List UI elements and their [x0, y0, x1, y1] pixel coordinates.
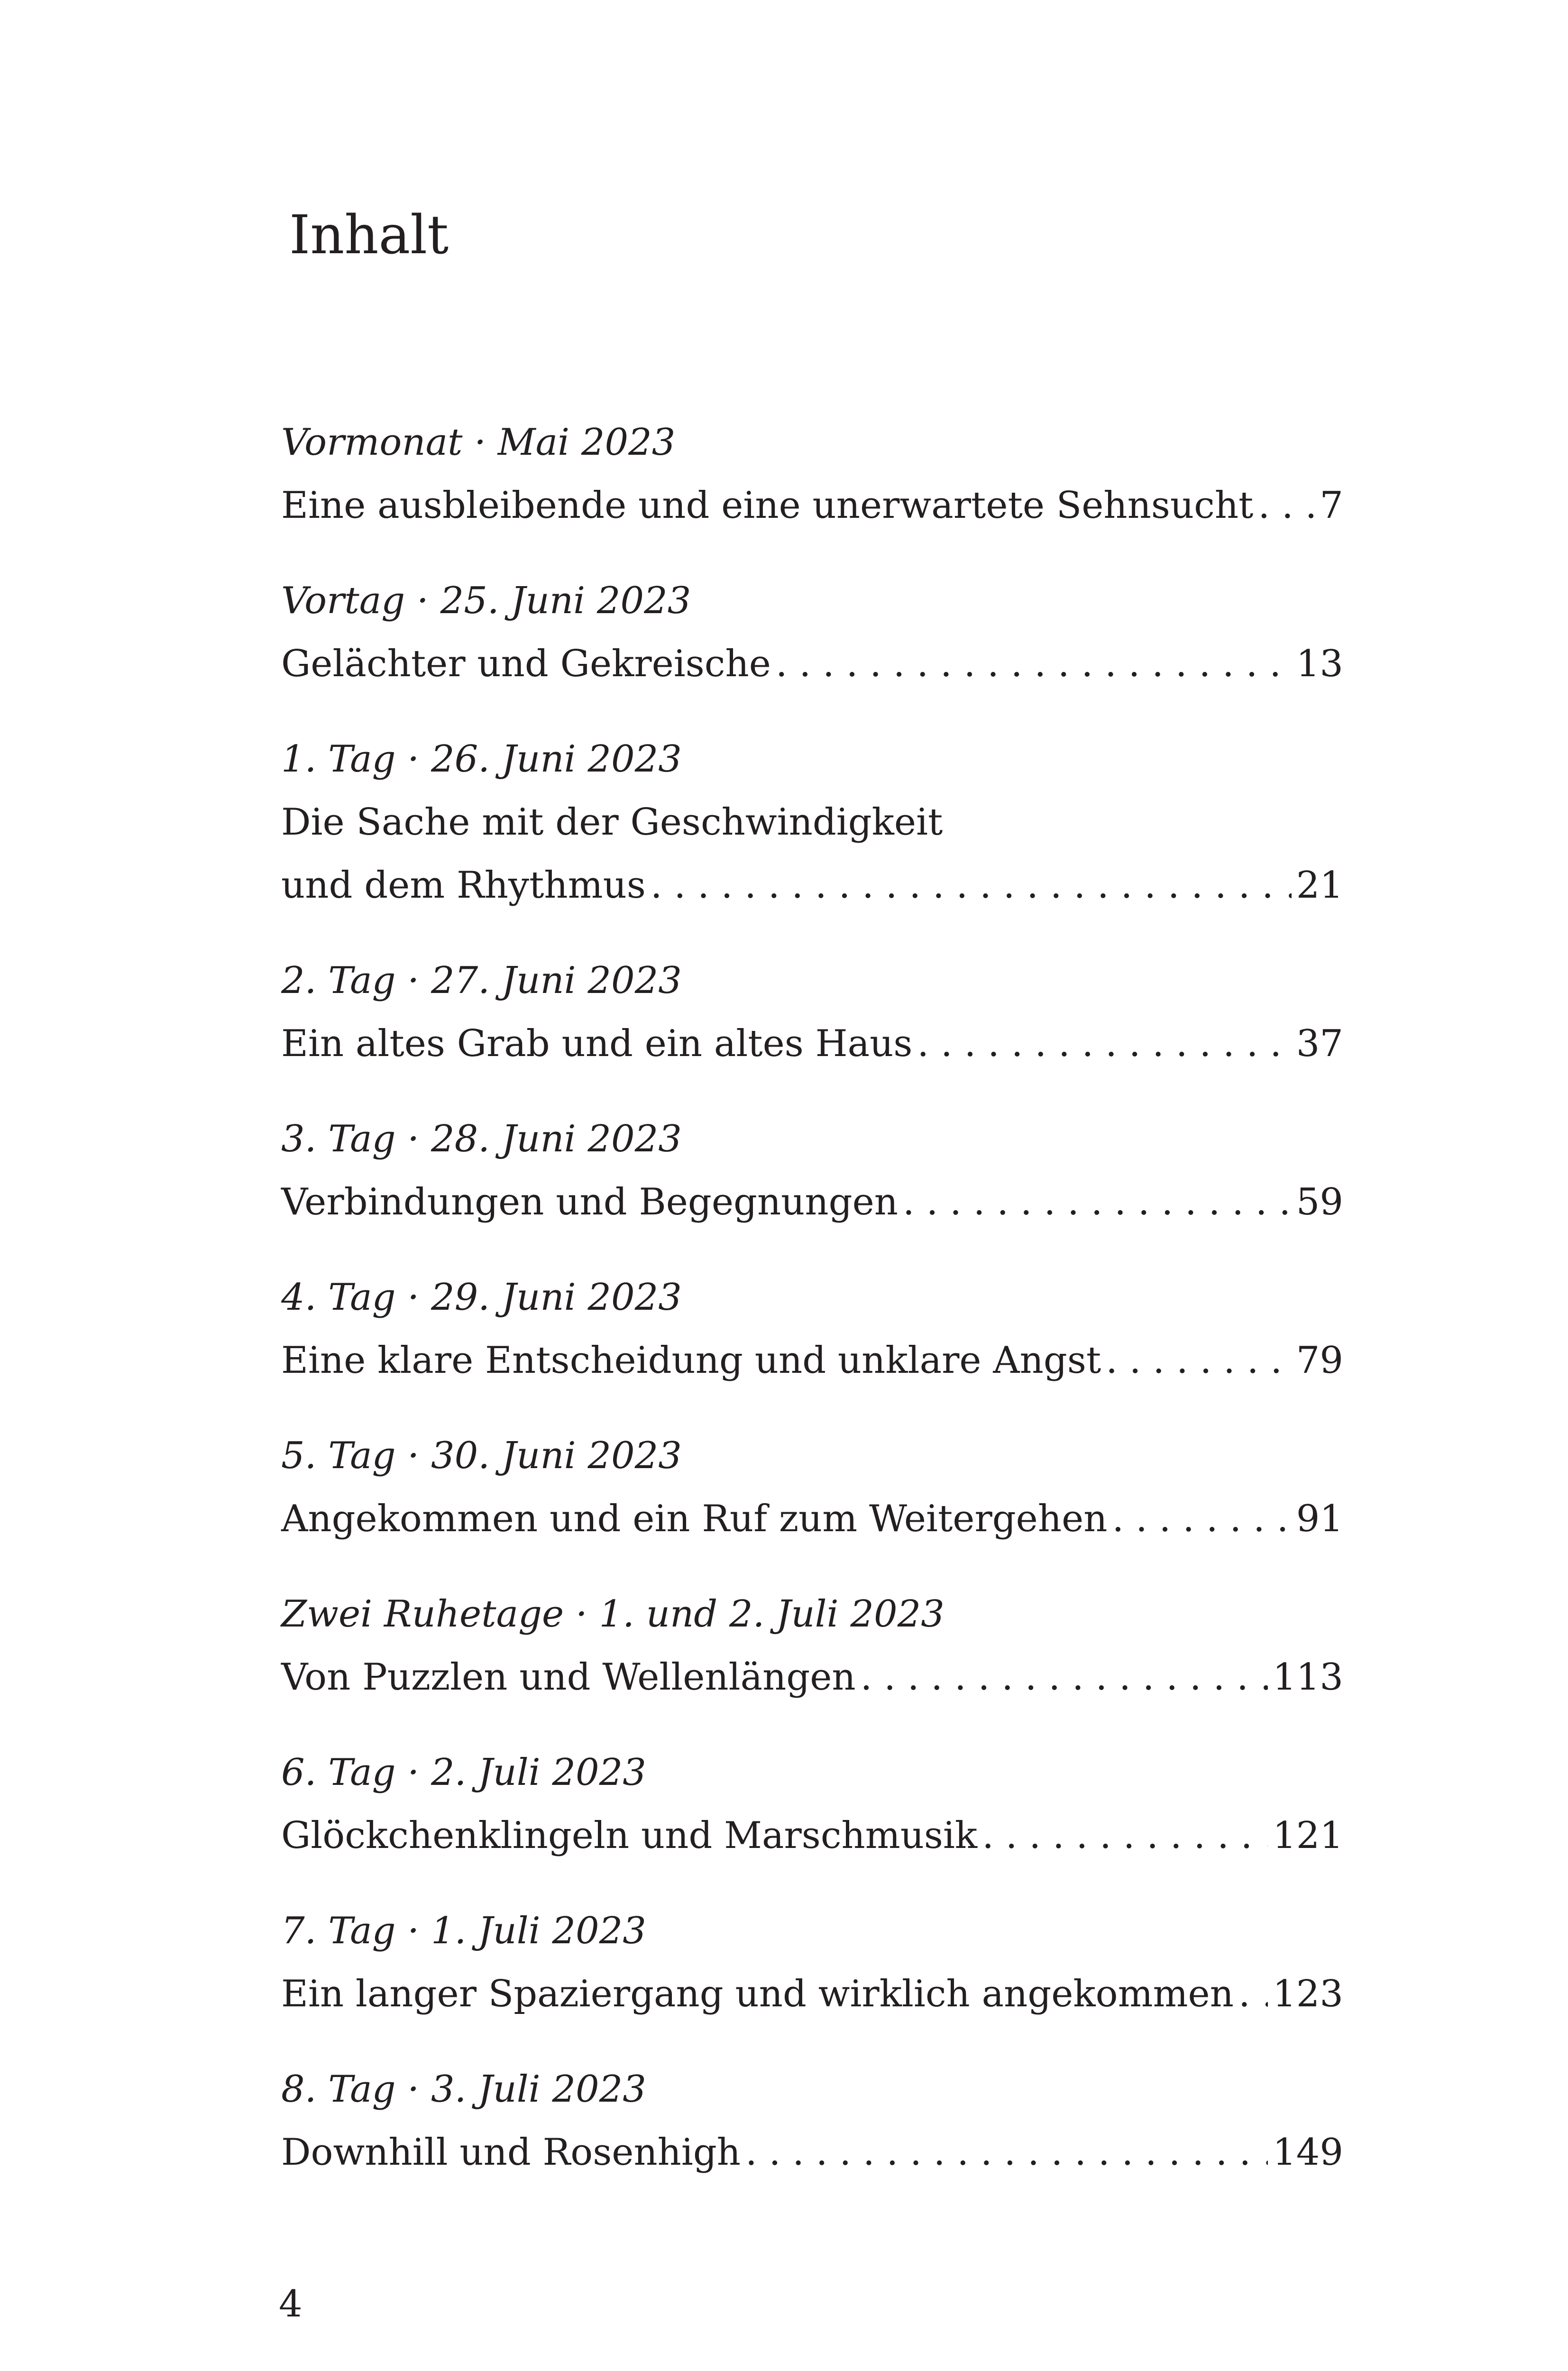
dot-leader [1106, 1329, 1292, 1392]
toc-entry-page-number: 13 [1296, 643, 1343, 685]
toc-entry[interactable] [281, 2058, 1343, 2184]
toc-entry-page-number: 121 [1273, 1814, 1343, 1857]
toc-entry[interactable] [281, 411, 1343, 537]
dot-leader [1112, 1488, 1291, 1551]
toc-entry-line [281, 1171, 1343, 1234]
toc-entry-line [281, 1646, 1343, 1709]
toc-entry-title: und dem Rhythmus [281, 864, 646, 907]
toc-entry-page-number: 113 [1273, 1656, 1343, 1699]
toc-entry-line [281, 1488, 1343, 1551]
toc-entry[interactable] [281, 1108, 1343, 1234]
toc-entry-line [281, 1329, 1343, 1392]
toc-entry-date: 7. Tag · 1. Juli 2023 [281, 1910, 646, 1952]
toc-entry-date: 3. Tag · 28. Juni 2023 [281, 1118, 682, 1160]
toc-entry-date: 1. Tag · 26. Juni 2023 [281, 738, 682, 781]
toc-entry-date: Zwei Ruhetage · 1. und 2. Juli 2023 [281, 1593, 944, 1636]
toc-entry[interactable] [281, 1900, 1343, 2026]
toc-entry[interactable] [281, 728, 1343, 917]
toc-entry-page-number: 149 [1273, 2131, 1343, 2174]
toc-entry[interactable] [281, 1424, 1343, 1551]
toc-entry-page-number: 123 [1273, 1973, 1343, 2015]
toc-entry-date: Vortag · 25. Juni 2023 [281, 579, 691, 622]
toc-entry-title: Angekommen und ein Ruf zum Weitergehen [281, 1498, 1108, 1540]
toc-entry-title: Eine ausbleibende und eine unerwartete Sehnsucht [281, 484, 1254, 527]
toc-entry-line [281, 633, 1343, 696]
toc-entry-page-number: 59 [1296, 1181, 1343, 1223]
toc-entry-line [281, 1963, 1343, 2026]
toc-entry[interactable] [281, 570, 1343, 696]
dot-leader [982, 1804, 1268, 1867]
toc-entry-line [281, 474, 1343, 537]
toc-entry-page-number: 91 [1296, 1498, 1343, 1540]
toc-entry-title-line-1: Die Sache mit der Geschwindigkeit [281, 801, 943, 844]
toc-entry-date: 4. Tag · 29. Juni 2023 [281, 1276, 682, 1319]
toc-entry-line [281, 1012, 1343, 1075]
toc-entry-page-number: 79 [1296, 1339, 1343, 1382]
dot-leader [1238, 1963, 1268, 2026]
toc-entry-title: Verbindungen und Begegnungen [281, 1181, 898, 1223]
toc-entry-line [281, 1804, 1343, 1867]
dot-leader [651, 854, 1292, 917]
toc-entry-page-number: 21 [1296, 864, 1343, 907]
toc-entry-date: 6. Tag · 2. Juli 2023 [281, 1751, 646, 1794]
toc-entry-title: Ein langer Spaziergang und wirklich angekommen [281, 1973, 1234, 2015]
table-of-contents [281, 411, 1343, 2216]
toc-entry[interactable] [281, 1583, 1343, 1709]
toc-entry-date: 2. Tag · 27. Juni 2023 [281, 959, 682, 1002]
toc-entry-title: Glöckchenklingeln und Marschmusik [281, 1814, 978, 1857]
dot-leader [1258, 474, 1315, 537]
dot-leader [776, 633, 1292, 696]
toc-entry-date: 5. Tag · 30. Juni 2023 [281, 1434, 682, 1477]
toc-entry-date: Vormonat · Mai 2023 [281, 421, 676, 464]
toc-entry-title: Eine klare Entscheidung und unklare Angst [281, 1339, 1101, 1382]
toc-entry-title: Downhill und Rosenhigh [281, 2131, 741, 2174]
toc-entry[interactable] [281, 949, 1343, 1075]
dot-leader [917, 1012, 1291, 1075]
toc-entry-title: Ein altes Grab und ein altes Haus [281, 1022, 913, 1065]
toc-entry-date: 8. Tag · 3. Juli 2023 [281, 2068, 646, 2111]
page-number: 4 [279, 2283, 303, 2325]
toc-entry-title: Von Puzzlen und Wellenlängen [281, 1656, 856, 1699]
dot-leader [745, 2121, 1268, 2184]
toc-entry-page-number: 7 [1320, 484, 1343, 527]
toc-entry-line [281, 854, 1343, 917]
dot-leader [861, 1646, 1268, 1709]
toc-entry[interactable] [281, 1741, 1343, 1867]
toc-entry-title: Gelächter und Gekreische [281, 643, 771, 685]
toc-entry-page-number: 37 [1296, 1022, 1343, 1065]
page-title: Inhalt [289, 204, 449, 266]
dot-leader [903, 1171, 1292, 1234]
toc-entry[interactable] [281, 1266, 1343, 1392]
toc-entry-line [281, 2121, 1343, 2184]
